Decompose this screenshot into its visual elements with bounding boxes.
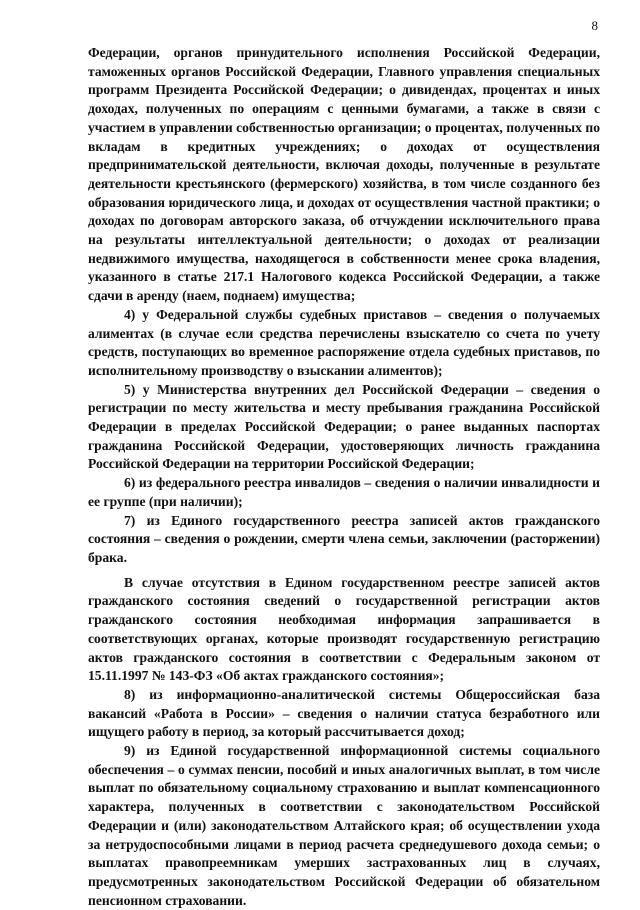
paragraph-item-8: 8) из информационно-аналитической системы Общероссийская база вакансий «Работа в России» – сведения о наличии статуса безработного или ищущего работу в период, за который рассчитывается доход; [88, 686, 600, 740]
paragraph-item-5: 5) у Министерства внутренних дел Российской Федерации – сведения о регистрации по месту жительства и месту пребывания гражданина Российской Федерации в пределах Российской Федерации; о ранее выданных паспортах гражданина Российской Федерации, удостоверяющих личность гражданина Российской Федерации на территории Российской Федерации; [88, 381, 600, 472]
paragraph-item-6: 6) из федерального реестра инвалидов – сведения о наличии инвалидности и ее группе (при наличии); [88, 475, 600, 509]
paragraph-civil-registry-note: В случае отсутствия в Едином государственном реестре записей актов гражданского состояния сведений о государственной регистрации актов гражданского состояния необходимая информация запрашивается в соответствующих органах, которые производят государственную регистрацию актов гражданского состояния в соответствии с Федеральным законом от 15.11.1997 № 143-ФЗ «Об актах гражданского состояния»; [88, 574, 600, 684]
paragraph-item-4: 4) у Федеральной службы судебных приставов – сведения о получаемых алиментах (в случае если средства перечислены взыскателю со счета по учету средств, поступающих во временное распоряжение отдела судебных приставов, по исполнительному производству о взыскании алиментов); [88, 306, 600, 378]
paragraph-continuation: Федерации, органов принудительного исполнения Российской Федерации, таможенных органов Российской Федерации, Главного управления специальных программ Президента Российской Федерации; о дивидендах, процентах и иных доходах, полученных по операциям с ценными бумагами, а также в связи с участием в управлении собственностью организации; о процентах, полученных по вкладам в кредитных учреждениях; о доходах от осуществления предпринимательской деятельности, включая доходы, полученные в результате деятельности крестьянского (фермерского) хозяйства, в том числе созданного без образования юридического лица, и доходах от осуществления частной практики; о доходах по договорам авторского заказа, об отчуждении исключительного права на результаты интеллектуальной деятельности; о доходах от реализации недвижимого имущества, находящегося в собственности менее срока владения, указанного в статье 217.1 Налогового кодекса Российской Федерации, а также сдачи в аренду (наем, поднаем) имущества; [88, 45, 600, 304]
document-body [88, 44, 600, 910]
page-number: 8 [591, 18, 598, 33]
paragraph-item-7: 7) из Единого государственного реестра записей актов гражданского состояния – сведения о рождении, смерти члена семьи, заключении (расторжении) брака. [88, 512, 600, 565]
paragraph-item-9: 9) из Единой государственной информационной системы социального обеспечения – о суммах пенсии, пособий и иных аналогичных выплат, в том числе выплат по обязательному социальному страхованию и выплат компенсационного характера, полученных в соответствии с законодательством Российской Федерации и (или) законодательством Алтайского края; об осуществлении ухода за нетрудоспособными лицами в период расчета среднедушевого дохода семьи; о выплатах правопреемникам умерших застрахованных лиц в случаях, предусмотренных законодательством Российской Федерации об обязательном пенсионном страховании. [88, 743, 600, 908]
